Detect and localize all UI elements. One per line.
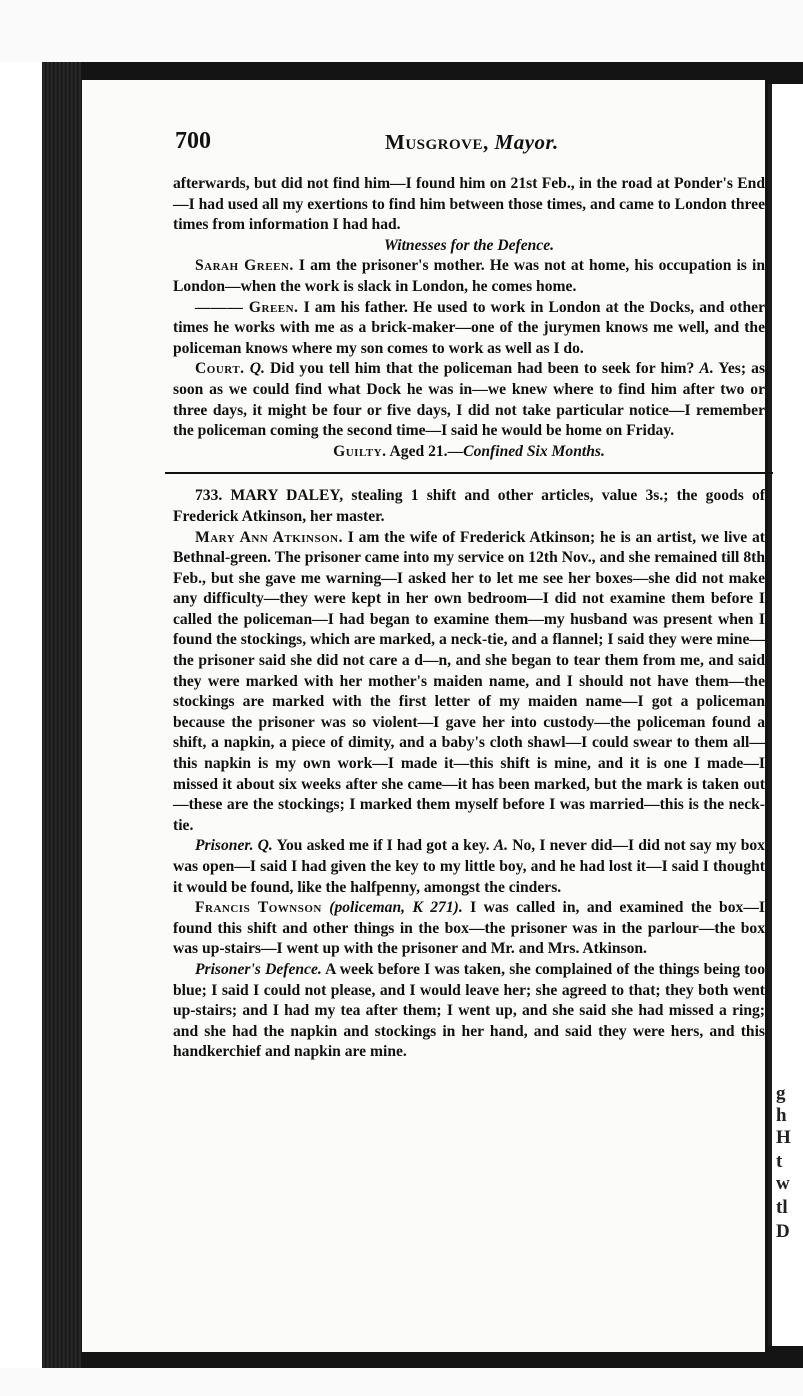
speaker-name: ——— Green. — [195, 298, 299, 316]
witnesses-heading: Witnesses for the Defence. — [383, 236, 555, 254]
facing-page-fragment: h — [776, 1105, 787, 1126]
testimony-court — [173, 359, 765, 441]
trial-heading — [173, 486, 765, 527]
speaker-name: Francis Townson — [195, 899, 322, 917]
verdict-sentence: Confined Six Months. — [463, 442, 605, 460]
running-head-title: Mayor. — [494, 130, 559, 154]
question-mark: Q. — [257, 837, 273, 855]
verdict-label: Guilty. — [333, 442, 387, 460]
section-rule — [165, 472, 773, 474]
verdict-line — [173, 442, 765, 463]
book-spine — [42, 62, 82, 1368]
continuation-paragraph: afterwards, but did not find him—I found him on 21st Feb., in the road at Ponder's End—I had used all my exertions to find him between those times, and came to London three times from information I had had. — [173, 175, 765, 234]
testimony-francis-townson — [173, 898, 765, 960]
answer-mark: A. — [493, 837, 509, 855]
verdict-age: Aged 21.— — [389, 442, 464, 460]
testimony-text: I am the prisoner's mother. He was not at home, his occupation is in London—when the work is slack in London, he comes home. — [173, 257, 765, 295]
testimony-father — [173, 298, 765, 360]
page-number: 700 — [175, 128, 211, 154]
speaker-name: Sarah Green. — [195, 257, 294, 275]
speaker-name: Prisoner. — [195, 837, 254, 855]
facing-page-fragment: t — [776, 1151, 783, 1172]
question-mark: Q. — [249, 360, 265, 378]
answer-mark: A. — [699, 360, 714, 378]
testimony-mary-ann-atkinson — [173, 528, 765, 837]
page-header — [175, 128, 755, 164]
speaker-name: Court. — [195, 360, 245, 378]
facing-page-edge — [768, 84, 803, 1346]
testimony-text: I am his father. He used to work in London at the Docks, and other times he works with me as a brick-maker—one of the jurymen knows me well, and the policeman knows where my son comes to work as well as I do. — [173, 298, 765, 357]
body-text — [173, 174, 765, 1063]
testimony-sarah-green — [173, 256, 765, 297]
facing-page-fragment: H — [776, 1127, 791, 1148]
speaker-role: (policeman, K 271). — [329, 899, 463, 917]
facing-page-fragment: tl — [776, 1197, 788, 1218]
testimony-text: I was called in, and examined the box—I found this shift and other things in the box—the prisoner was in the parlour—the box was up-stairs—I went up with the prisoner and Mr. and Mrs. Atkinson. — [173, 899, 765, 958]
prisoners-defence — [173, 960, 765, 1063]
running-head — [385, 130, 559, 155]
testimony-text: I am the wife of Frederick Atkinson; he is an artist, we live at Bethnal-green. The prisoner came into my service on 12th Nov., and she remained till 8th Feb., but she gave me warning—I asked her to let me see her boxes—she did not make any difficulty—they were kept in her own bedroom—I did not examine them before I called the policeman—I had began to examine them—my husband was present when I found the stockings, which are marked, a neck-tie, and a flannel; I said they were mine—the prisoner said she did not care a d—n, and she began to tear them from me, and said they were marked with her mother's maiden name, and I should not have them—the stockings are marked with the first letter of my maiden name—I got a policeman because the prisoner was so violent—I gave her into custody—the policeman found a shift, a napkin, a piece of dimity, and a baby's cloth shawl—I could swear to them all—this napkin is my own work—I made it—this shift is mine, and it is one I made—I missed it about six weeks after she came—it has been marked, but the mark is taken out—these are the stockings; I marked them myself before I was married—this is the neck-tie. — [173, 528, 765, 834]
top-margin — [0, 0, 803, 62]
testimony-prisoner — [173, 836, 765, 898]
facing-page-fragment: g — [776, 1083, 786, 1104]
answer-text: No, I never did—I did not say my box was open—I said I had given the key to my little boy, and he had lost it—I said I thought it would be found, like the halfpenny, amongst the cinders. — [173, 837, 765, 896]
running-head-name: Musgrove, — [385, 130, 489, 154]
answer-text: Yes; as soon as we could find what Dock he was in—we knew where to find him after two or three days, it might be four or five days, I did not take particular notice—I remember the policeman coming the second time—I said he would be home on Friday. — [173, 360, 766, 440]
speaker-name: Prisoner's Defence. — [195, 960, 322, 978]
question-text: You asked me if I had got a key. — [276, 837, 490, 855]
testimony-text: A week before I was taken, she complained of the things being too blue; I said I could not please, and I would leave her; she agreed to that; they both went up-stairs; and I had my tea after them; I went up, and she said she had missed a ring; and she had the napkin and stockings in her hand, and said they were hers, and this handkerchief and napkin are mine. — [173, 960, 765, 1061]
facing-page-fragment: D — [776, 1221, 790, 1242]
question-text: Did you tell him that the policeman had been to seek for him? — [270, 360, 695, 378]
charge-text: stealing 1 shift and other articles, value 3s.; the goods of Frederick Atkinson, her master. — [173, 487, 765, 525]
bottom-margin — [0, 1368, 803, 1396]
speaker-name: Mary Ann Atkinson. — [195, 528, 344, 546]
case-number: 733. — [195, 487, 223, 505]
defendant-name: MARY DALEY, — [230, 487, 344, 505]
facing-page-fragment: w — [776, 1173, 790, 1194]
